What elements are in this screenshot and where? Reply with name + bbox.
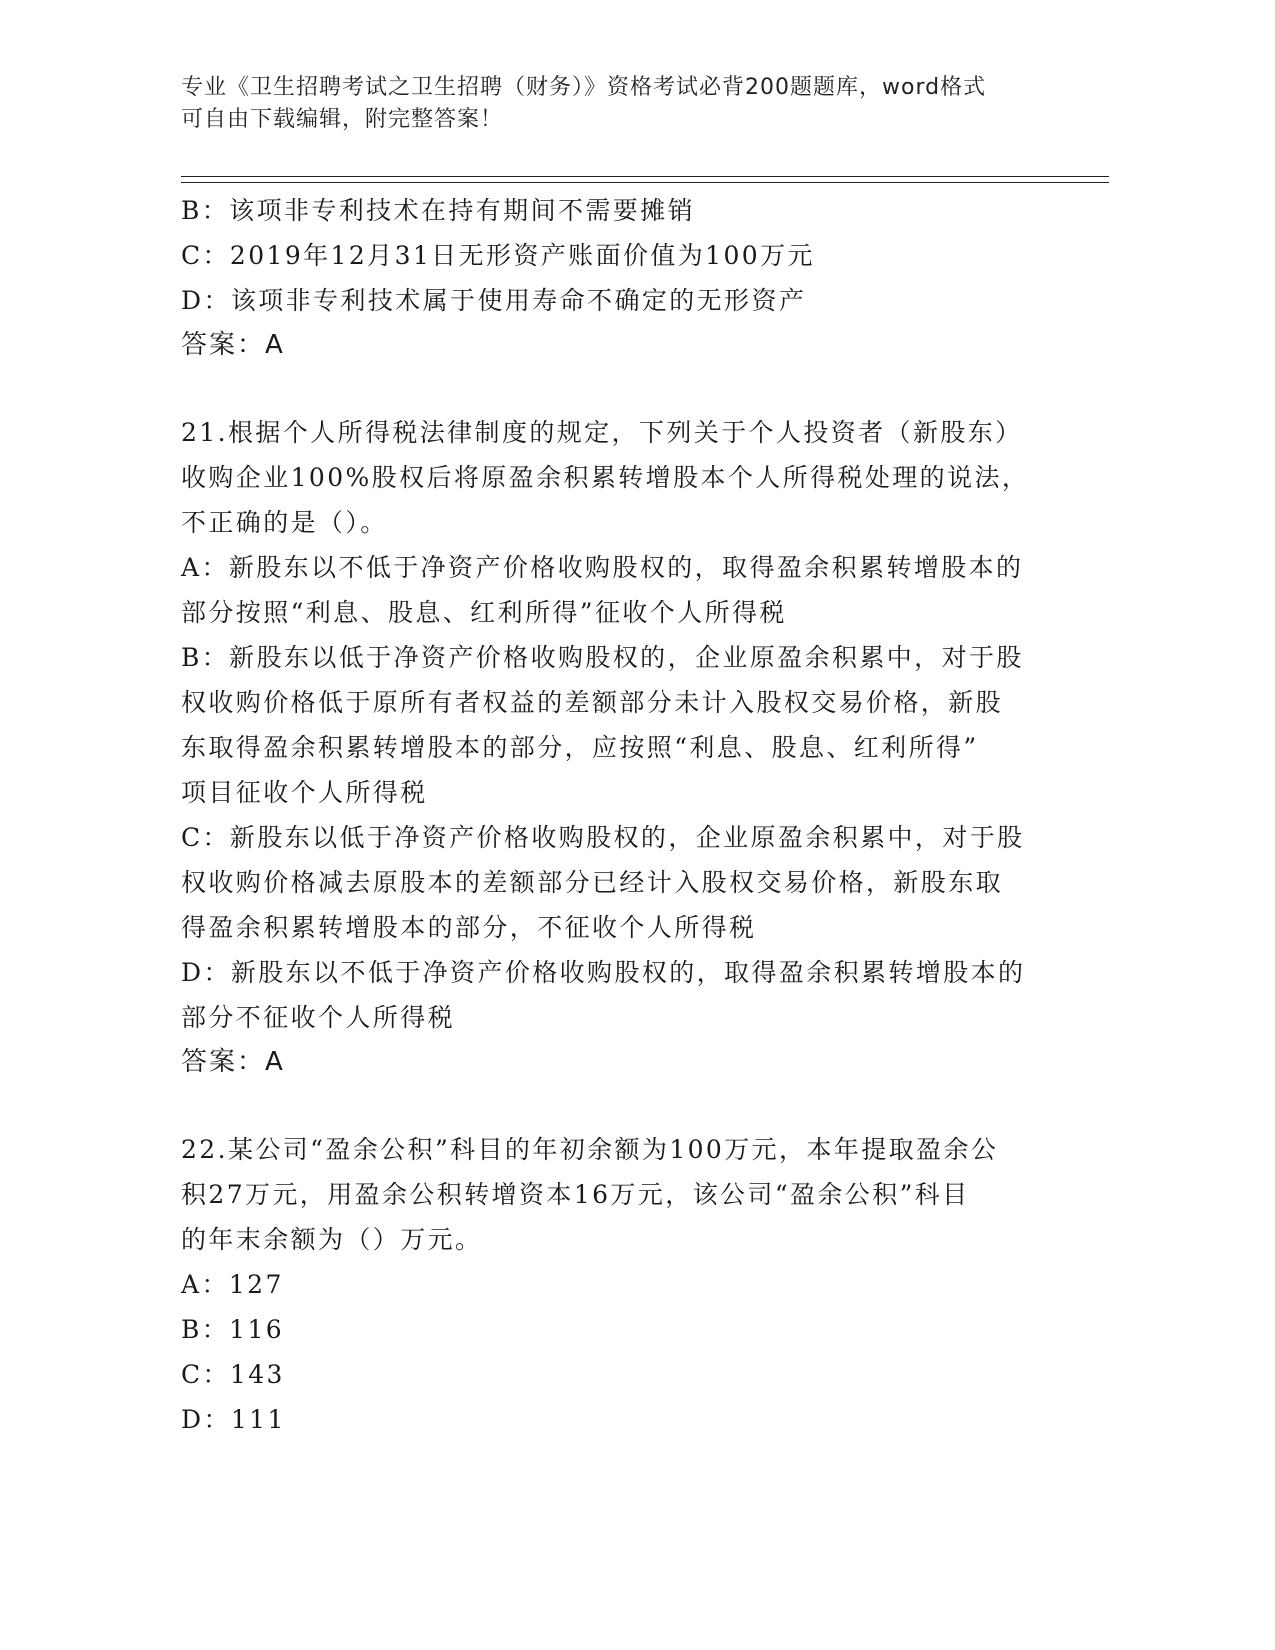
header-rule-top (181, 176, 1109, 177)
question-stem-line: 21.根据个人所得税法律制度的规定，下列关于个人投资者（新股东） (181, 418, 1023, 447)
answer-line: 答案：A (181, 1047, 285, 1077)
option-b: B：新股东以低于净资产价格收购股权的，企业原盈余积累中，对于股 (181, 643, 1024, 672)
option-d: D：该项非专利技术属于使用寿命不确定的无形资产 (181, 286, 807, 315)
option-a: A：127 (181, 1270, 284, 1299)
header-line-2: 可自由下载编辑，附完整答案！ (181, 107, 504, 132)
option-b: B：116 (181, 1315, 285, 1344)
option-d-cont: 部分不征收个人所得税 (181, 1003, 456, 1032)
option-c: C：2019年12月31日无形资产账面价值为100万元 (181, 241, 815, 270)
question-stem-line: 积27万元，用盈余公积转增资本16万元，该公司“盈余公积”科目 (181, 1180, 970, 1209)
option-d: D：111 (181, 1405, 286, 1434)
option-b-cont: 权收购价格低于原所有者权益的差额部分未计入股权交易价格，新股 (181, 688, 1004, 717)
option-c-cont: 得盈余积累转增股本的部分，不征收个人所得税 (181, 913, 757, 942)
page-header (181, 72, 1061, 136)
question-stem-line: 收购企业100%股权后将原盈余积累转增股本个人所得税处理的说法， (181, 463, 1030, 492)
option-b: B：该项非专利技术在持有期间不需要摊销 (181, 196, 695, 225)
header-rule-bottom (181, 182, 1109, 183)
question-stem-line: 22.某公司“盈余公积”科目的年初余额为100万元，本年提取盈余公 (181, 1135, 999, 1164)
question-stem-line: 的年末余额为（）万元。 (181, 1225, 483, 1254)
option-c: C：新股东以低于净资产价格收购股权的，企业原盈余积累中，对于股 (181, 823, 1025, 852)
option-b-cont: 东取得盈余积累转增股本的部分，应按照“利息、股息、红利所得” (181, 733, 979, 762)
page-content (181, 188, 1061, 1442)
option-c: C：143 (181, 1360, 285, 1389)
option-d: D：新股东以不低于净资产价格收购股权的，取得盈余积累转增股本的 (181, 958, 1026, 987)
question-stem-line: 不正确的是（）。 (181, 508, 388, 537)
question-22 (181, 1127, 1061, 1442)
answer-line: 答案：A (181, 330, 285, 360)
spacer (181, 368, 1061, 410)
option-b-cont: 项目征收个人所得税 (181, 778, 428, 807)
question-21 (181, 410, 1061, 1085)
header-line-1: 专业《卫生招聘考试之卫生招聘（财务）》资格考试必背200题题库，word格式 (181, 75, 987, 100)
spacer (181, 1085, 1061, 1127)
prev-question (181, 188, 1061, 368)
option-a-cont: 部分按照“利息、股息、红利所得”征收个人所得税 (181, 598, 787, 627)
option-c-cont: 权收购价格减去原股本的差额部分已经计入股权交易价格，新股东取 (181, 868, 1004, 897)
option-a: A：新股东以不低于净资产价格收购股权的，取得盈余积累转增股本的 (181, 553, 1024, 582)
